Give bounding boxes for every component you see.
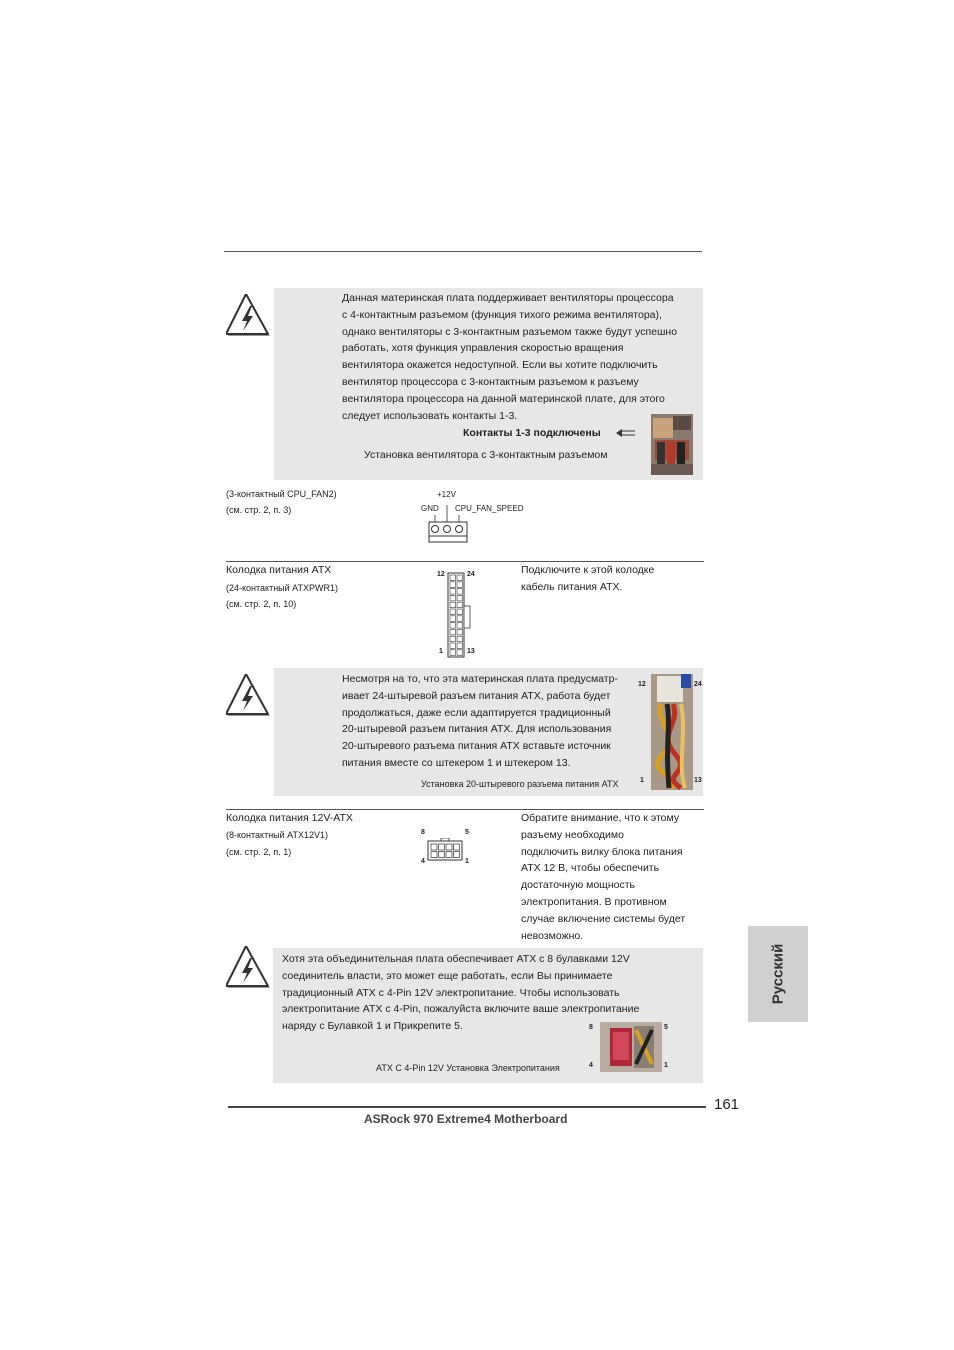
cpu-fan-connector-diagram bbox=[427, 505, 471, 545]
atx12v-desc-line: достаточную мощность bbox=[521, 879, 635, 892]
atx12v-ref: (см. стр. 2, п. 1) bbox=[226, 847, 292, 857]
note-line: ивает 24-штыревой разъем питания ATX, работа будет bbox=[342, 689, 611, 702]
connector-pin bbox=[457, 636, 463, 642]
fan-connector-photo bbox=[651, 414, 693, 475]
warning-icon bbox=[226, 946, 274, 992]
pin-label: 4 bbox=[589, 1062, 593, 1069]
cpu-fan-name: (3-контактный CPU_FAN2) bbox=[226, 489, 337, 499]
pin-label: 24 bbox=[467, 571, 475, 578]
atx12v-desc-line: случае включение системы будет bbox=[521, 912, 686, 925]
note-line: питания вместе со штекером 1 и штекером 13. bbox=[342, 757, 571, 769]
connector-pin bbox=[450, 609, 456, 615]
atx-ref: (см. стр. 2, п. 10) bbox=[226, 599, 297, 609]
atx12v-name: (8-контактный ATX12V1) bbox=[226, 830, 329, 840]
connector-pin bbox=[457, 609, 463, 615]
connector-pin bbox=[450, 589, 456, 595]
atx12v-8pin-connector-diagram bbox=[427, 838, 463, 862]
atx12v-desc-line: разъему необходимо bbox=[521, 828, 624, 841]
label-gnd: GND bbox=[421, 504, 439, 513]
connector-pin bbox=[457, 650, 463, 656]
note-line: следует использовать контакты 1-3. bbox=[342, 409, 518, 422]
connector-pin bbox=[457, 575, 463, 581]
note-line: Данная материнская плата поддерживает вентиляторы процессора bbox=[342, 292, 674, 304]
language-tab-label: Русский bbox=[769, 943, 787, 1005]
note-caption: ATX С 4-Pin 12V Установка Электропитания bbox=[376, 1063, 560, 1073]
connector-pin bbox=[457, 616, 463, 622]
connector-pin bbox=[457, 582, 463, 588]
atx-24pin-connector-diagram bbox=[447, 572, 473, 658]
pin-label: 8 bbox=[421, 829, 425, 836]
atx-name: (24-контактный ATXPWR1) bbox=[226, 583, 339, 593]
connector-pin bbox=[450, 650, 456, 656]
note-line: работать, хотя функция управления скоростью вращения bbox=[342, 342, 624, 355]
atx12v-desc-line: невозможно. bbox=[521, 929, 584, 942]
note-line: Несмотря на то, что эта материнская плата предусматр- bbox=[342, 673, 618, 685]
connector-pin bbox=[450, 575, 456, 581]
pin-label: 1 bbox=[439, 648, 443, 655]
footer-title: ASRock 970 Extreme4 Motherboard bbox=[364, 1112, 568, 1126]
pin-label: 1 bbox=[465, 858, 469, 865]
label-cpu-fan-speed: CPU_FAN_SPEED bbox=[455, 504, 524, 513]
connector-pin bbox=[450, 643, 456, 649]
note-line: вентилятора окажется недоступной. Если вы хотите подключить bbox=[342, 359, 658, 372]
note-line: вентилятора процессора на данной материнской плате, для этого bbox=[342, 392, 665, 405]
note-caption: Установка вентилятора с 3-контактным разъемом bbox=[364, 449, 608, 461]
note-line: Хотя эта объединительная плата обеспечивает ATX с 8 булавками 12V bbox=[282, 953, 630, 965]
note-line: наряду с Булавкой 1 и Прикрепите 5. bbox=[282, 1020, 463, 1033]
connector-pin bbox=[450, 629, 456, 635]
atx12v-desc-line: ATX 12 В, чтобы обеспечить bbox=[521, 862, 660, 875]
page-number: 161 bbox=[714, 1096, 740, 1113]
atx-desc-line: Подключите к этой колодке bbox=[521, 564, 655, 576]
label-12v: +12V bbox=[437, 490, 456, 499]
arrow-left-icon bbox=[616, 428, 636, 438]
pin-label: 1 bbox=[640, 777, 644, 784]
atx-title: Колодка питания ATX bbox=[226, 564, 332, 576]
note-line: с 4-контактным разъемом (функция тихого режима вентилятора), bbox=[342, 308, 662, 321]
note-line: традиционный ATX с 4-Pin 12V электропитание. Чтобы использовать bbox=[282, 986, 620, 999]
warning-icon bbox=[226, 294, 274, 340]
connector-pin bbox=[450, 636, 456, 642]
connector-pin bbox=[450, 595, 456, 601]
pin-label: 13 bbox=[694, 777, 702, 784]
language-tab bbox=[748, 926, 808, 1022]
connector-pin bbox=[457, 589, 463, 595]
connector-pin bbox=[450, 582, 456, 588]
pin-label: 13 bbox=[467, 648, 475, 655]
note-line: продолжаться, даже если адаптируется традиционный bbox=[342, 706, 611, 719]
atx12v-desc-line: Обратите внимание, что к этому bbox=[521, 812, 680, 824]
atx12v-desc-line: подключить вилку блока питания bbox=[521, 845, 683, 858]
pins-connected-label: Контакты 1-3 подключены bbox=[463, 427, 601, 439]
connector-pin bbox=[457, 595, 463, 601]
pin-label: 4 bbox=[421, 858, 425, 865]
connector-pin bbox=[457, 643, 463, 649]
atx20-plug-photo bbox=[651, 674, 693, 790]
atx-desc-line: кабель питания ATX. bbox=[521, 581, 623, 593]
footer-rule bbox=[228, 1106, 706, 1108]
pin-label: 5 bbox=[465, 829, 469, 836]
note-line: электропитание ATX с 4-Pin, пожалуйста включите ваше электропитание bbox=[282, 1003, 640, 1016]
connector-pin bbox=[457, 623, 463, 629]
pin-label: 12 bbox=[437, 571, 445, 578]
pin-label: 24 bbox=[694, 681, 702, 688]
top-rule bbox=[224, 251, 702, 252]
cpu-fan-ref: (см. стр. 2, п. 3) bbox=[226, 505, 292, 515]
note-line: вентилятор процессора с 3-контактным разъемом к разъему bbox=[342, 376, 639, 388]
connector-pin bbox=[450, 602, 456, 608]
connector-pin bbox=[450, 623, 456, 629]
note-line: 20-штыревой разъем питания ATX. Для использования bbox=[342, 723, 612, 736]
pin-label: 5 bbox=[664, 1024, 668, 1031]
atx12v-4pin-plug-photo bbox=[600, 1022, 662, 1072]
pin-label: 8 bbox=[589, 1024, 593, 1031]
connector-pin bbox=[450, 616, 456, 622]
note-line: однако вентиляторы с 3-контактным разъемом также будут успешно bbox=[342, 325, 678, 338]
connector-pin bbox=[457, 602, 463, 608]
atx12v-desc-line: электропитания. В противном bbox=[521, 896, 667, 908]
note-line: соединитель власти, это может еще работать, если Вы принимаете bbox=[282, 969, 613, 982]
atx12v-title: Колодка питания 12V-ATX bbox=[226, 812, 353, 824]
note-line: 20-штыревого разъема питания ATX вставьте источник bbox=[342, 740, 611, 753]
warning-icon bbox=[226, 674, 274, 720]
note-caption: Установка 20-штыревого разъема питания ATX bbox=[421, 779, 619, 789]
connector-pin bbox=[457, 629, 463, 635]
pin-label: 1 bbox=[664, 1062, 668, 1069]
pin-label: 12 bbox=[638, 681, 646, 688]
